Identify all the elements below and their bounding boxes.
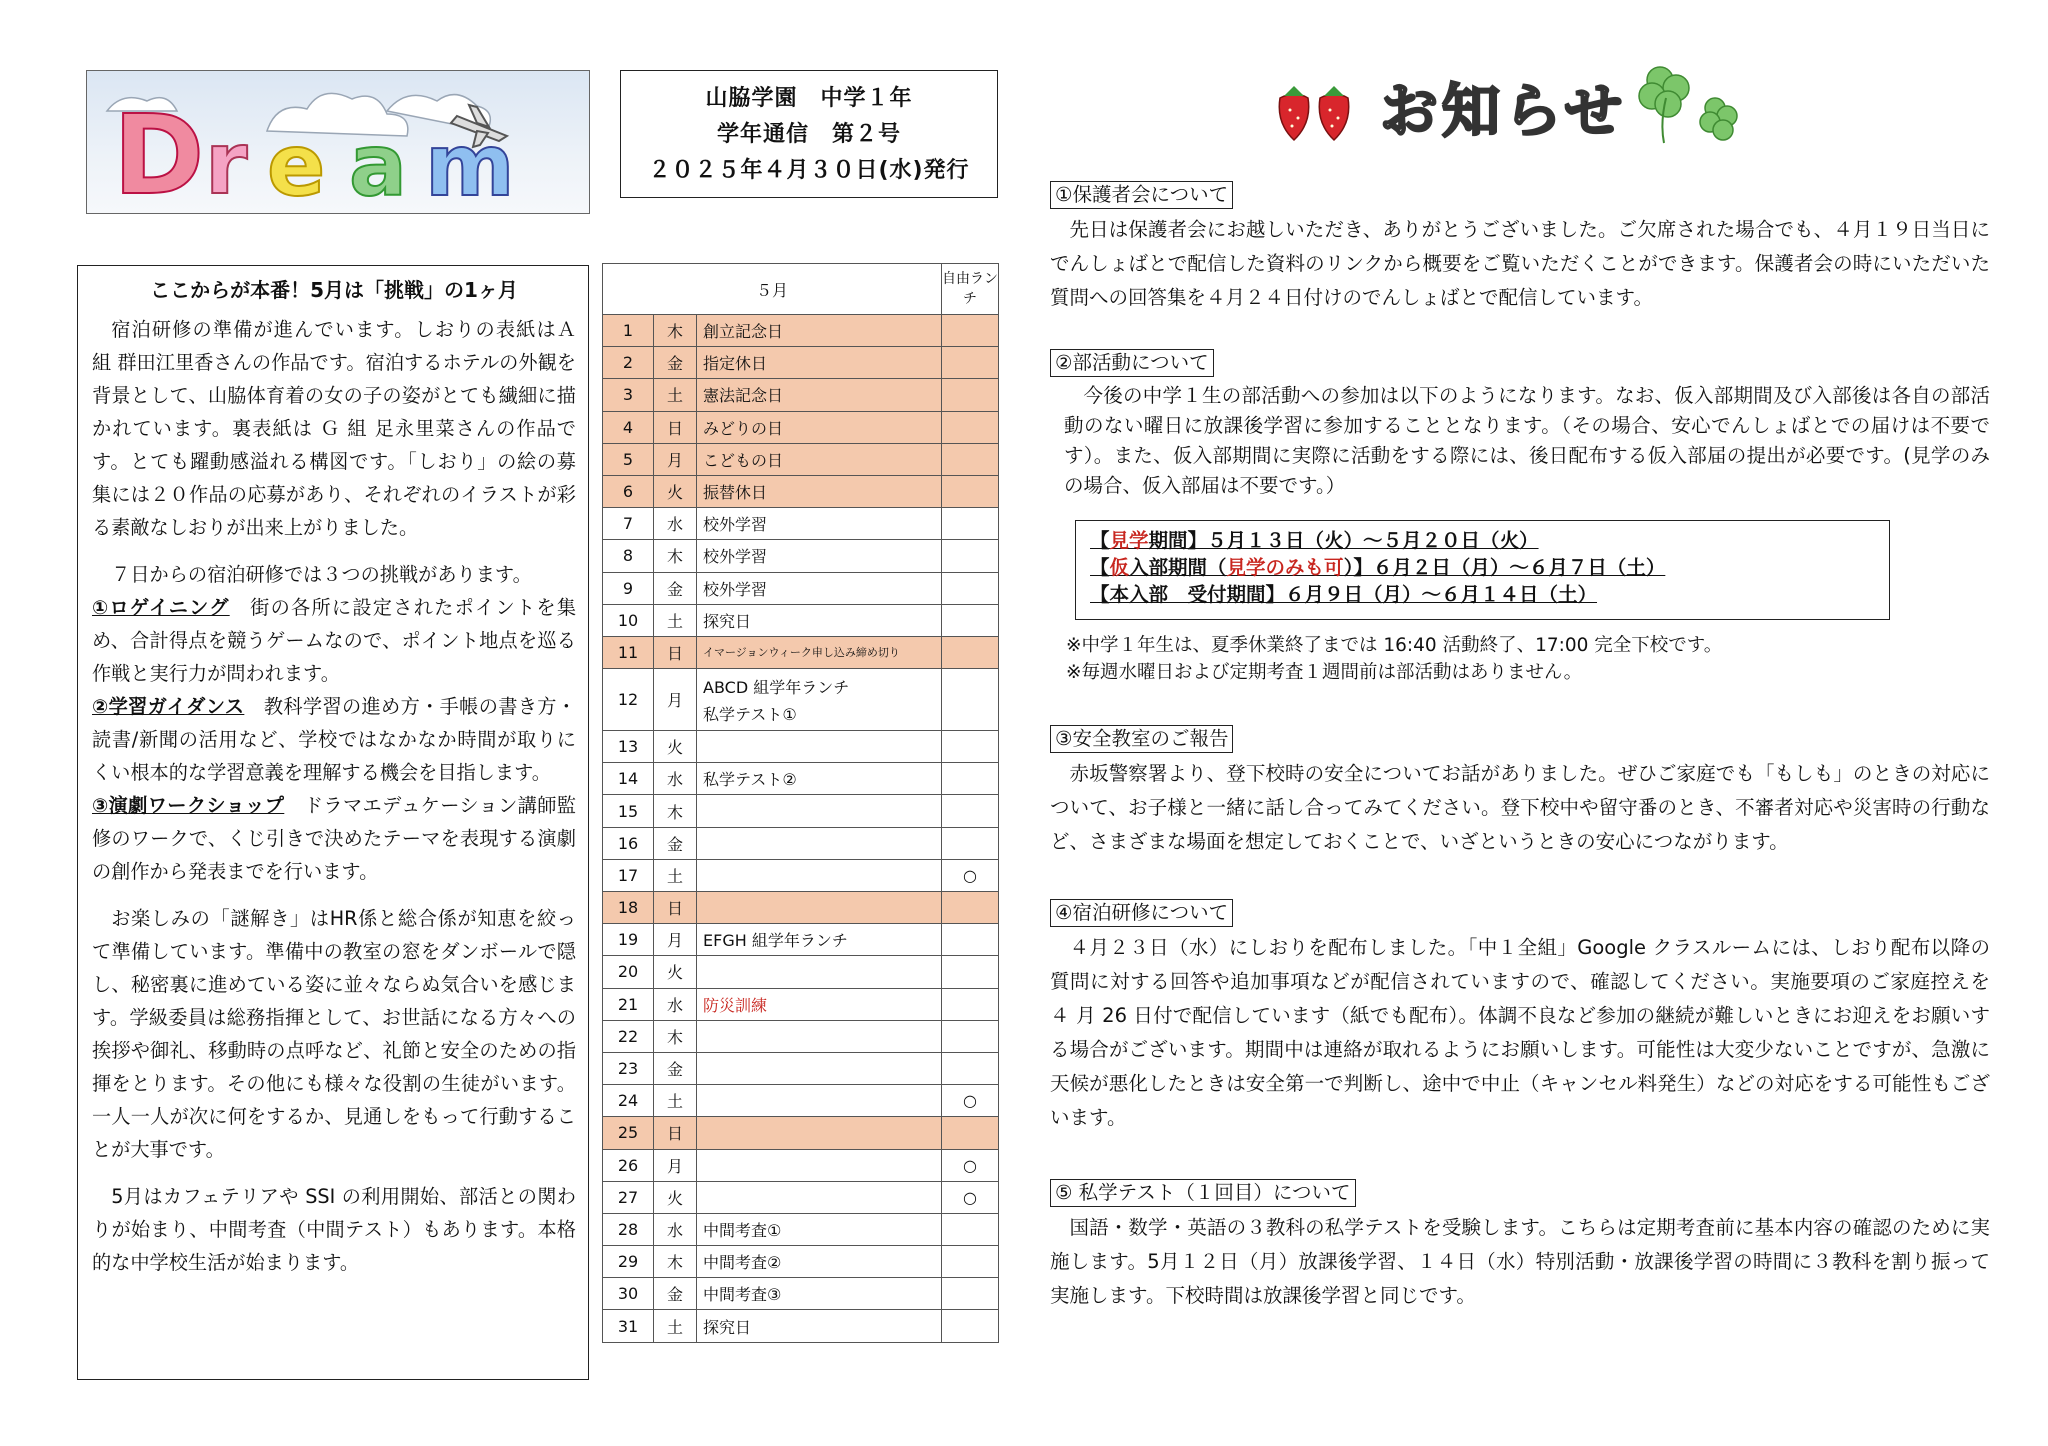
- free-lunch-mark: [942, 1117, 999, 1149]
- calendar-row: [603, 763, 999, 795]
- challenge-item: [92, 789, 576, 888]
- school-grade: 山脇学園 中学１年: [705, 86, 913, 111]
- weekday: 水: [654, 1213, 697, 1245]
- free-lunch-mark: [942, 1213, 999, 1245]
- free-lunch-mark: [942, 731, 999, 763]
- weekday: 水: [654, 763, 697, 795]
- event-text: ABCD 組学年ランチ: [703, 677, 850, 697]
- day-number: 2: [603, 347, 654, 379]
- event-cell: [697, 827, 942, 859]
- event-text: みどりの日: [703, 418, 784, 438]
- event-cell: [697, 924, 942, 956]
- weekday: 火: [654, 731, 697, 763]
- calendar-row: [603, 379, 999, 411]
- section-body: 赤坂警察署より、登下校時の安全についてお話がありました。ぜひご家庭でも「もしも」のときの対応について、お子様と一緒に話し合ってみてください。登下校中や留守番のとき、不審者対応や災害時の行動など、さまざまな場面を想定しておくことで、いざというときの安心につながります。: [1050, 762, 1990, 853]
- event-text: 校外学習: [703, 515, 768, 535]
- clover-icon: [1630, 58, 1750, 148]
- calendar-row: [603, 1020, 999, 1052]
- svg-text:r: r: [205, 114, 248, 214]
- section-body: 今後の中学１生の部活動への参加は以下のようになります。なお、仮入部期間及び入部後は各自の部活動のない曜日に放課後学習に参加することとなります。（その場合、安心でんしょばとでの届けは不要です）。また、仮入部期間に実際に活動をする際には、後日配布する仮入部届の提出が必要です。(見学のみの場合、仮入部届は不要です。）: [1064, 384, 1990, 497]
- challenge-text: ドラマエデュケーション講師監修のワークで、くじ引きで決めたテーマを表現する演劇の創作から発表までを行います。: [92, 794, 576, 883]
- event-cell: [697, 1213, 942, 1245]
- calendar-row: [603, 443, 999, 475]
- weekday: 火: [654, 956, 697, 988]
- article-paragraph: お楽しみの「謎解き」はHR係と総合係が知恵を絞って準備しています。準備中の教室の窓をダンボールで隠し、秘密裏に進めている姿に並々ならぬ気合いを感じます。学級委員は総務指揮として、お世話になる方々への挨拶や御礼、移動時の点呼など、礼節と安全のための指揮をとります。その他にも様々な役割の生徒がいます。一人一人が次に何をするか、見通しをもって行動することが大事です。: [92, 907, 576, 1161]
- challenge-text: 教科学習の進め方・手帳の書き方・読書/新聞の活用など、学校ではなかなか時間が取りにくい根本的な学習意義を理解する機会を目指します。: [92, 695, 576, 784]
- calendar-row: [603, 540, 999, 572]
- event-cell: [697, 540, 942, 572]
- weekday: 土: [654, 859, 697, 891]
- event-cell: [697, 1052, 942, 1084]
- section-title: ②部活動について: [1050, 349, 1214, 377]
- weekday: 日: [654, 411, 697, 443]
- notice-section: [1050, 896, 1990, 1135]
- event-text: 校外学習: [703, 547, 768, 567]
- notice-section: [1050, 722, 1990, 859]
- free-lunch-mark: [942, 669, 999, 731]
- article-paragraph: 宿泊研修の準備が進んでいます。しおりの表紙はＡ 組 群田江里香さんの作品です。宿泊するホテルの外観を背景として、山脇体育着の女の子の姿がとても繊細に描かれています。裏表紙は Ｇ 組 足永里菜さんの作品です。とても躍動感溢れる構図です。「しおり」の絵の募集には２０作品の応募があり、それぞれのイラストが彩る素敵なしおりが出来上がりました。: [92, 318, 576, 539]
- event-cell: [697, 379, 942, 411]
- weekday: 土: [654, 604, 697, 636]
- day-number: 16: [603, 827, 654, 859]
- day-number: 29: [603, 1246, 654, 1278]
- day-number: 31: [603, 1310, 654, 1342]
- calendar-row: [603, 731, 999, 763]
- free-lunch-mark: ○: [942, 859, 999, 891]
- day-number: 13: [603, 731, 654, 763]
- event-cell: [697, 572, 942, 604]
- day-number: 10: [603, 604, 654, 636]
- event-cell: [697, 315, 942, 347]
- free-lunch-mark: [942, 379, 999, 411]
- free-lunch-mark: [942, 827, 999, 859]
- free-lunch-mark: [942, 572, 999, 604]
- free-lunch-mark: [942, 1052, 999, 1084]
- calendar-row: [603, 1085, 999, 1117]
- weekday: 金: [654, 572, 697, 604]
- day-number: 25: [603, 1117, 654, 1149]
- event-cell: [697, 859, 942, 891]
- event-cell: [697, 1149, 942, 1181]
- weekday: 木: [654, 315, 697, 347]
- day-number: 11: [603, 636, 654, 668]
- calendar-row: [603, 508, 999, 540]
- section-body: 先日は保護者会にお越しいただき、ありがとうございました。ご欠席された場合でも、４月１９日当日にでんしょばとで配信した資料のリンクから概要をご覧いただくことができます。保護者会の時にいただいた質問への回答集を４月２４日付けのでんしょばとで配信しています。: [1050, 218, 1990, 309]
- calendar-row: [603, 475, 999, 507]
- calendar-row: [603, 795, 999, 827]
- challenge-text: 街の各所に設定されたポイントを集め、合計得点を競うゲームなので、ポイント地点を巡る作戦と実行力が問われます。: [92, 596, 577, 685]
- section-title: ⑤ 私学テスト（１回目）について: [1050, 1179, 1356, 1207]
- day-number: 15: [603, 795, 654, 827]
- day-number: 20: [603, 956, 654, 988]
- day-number: 22: [603, 1020, 654, 1052]
- free-lunch-mark: [942, 1020, 999, 1052]
- strawberry-icon: [1270, 68, 1370, 148]
- challenge-label: ②学習ガイダンス: [92, 695, 245, 718]
- event-cell: [697, 1246, 942, 1278]
- calendar-row: [603, 1181, 999, 1213]
- event-text: こどもの日: [703, 450, 784, 470]
- svg-text:D: D: [113, 91, 205, 215]
- calendar-row: [603, 988, 999, 1020]
- event-cell: [697, 988, 942, 1020]
- day-number: 18: [603, 892, 654, 924]
- event-text: イマージョンウィーク申し込み締め切り: [703, 646, 900, 660]
- article-heading: ここからが本番！5月は「挑戦」の1ヶ月: [150, 278, 518, 302]
- section-title: ③安全教室のご報告: [1050, 725, 1233, 753]
- free-lunch-mark: [942, 988, 999, 1020]
- weekday: 日: [654, 636, 697, 668]
- day-number: 21: [603, 988, 654, 1020]
- calendar-row: [603, 956, 999, 988]
- event-cell: [697, 443, 942, 475]
- event-text: 探究日: [703, 611, 752, 631]
- event-cell: [697, 795, 942, 827]
- club-schedule-box: [1075, 520, 1890, 620]
- event-text: 創立記念日: [703, 322, 784, 342]
- article-paragraph: 5月はカフェテリアや SSI の利用開始、部活との関わりが始まり、中間考査（中間テスト）もあります。本格的な中学校生活が始まります。: [92, 1185, 576, 1274]
- calendar-row: [603, 604, 999, 636]
- calendar-row: [603, 1149, 999, 1181]
- day-number: 9: [603, 572, 654, 604]
- event-cell: [697, 508, 942, 540]
- section-body: 国語・数学・英語の３教科の私学テストを受験します。こちらは定期考査前に基本内容の確認のために実施します。5月１２日（月）放課後学習、１４日（水）特別活動・放課後学習の時間に３教科を割り振って実施します。下校時間は放課後学習と同じです。: [1050, 1216, 1990, 1307]
- event-text: 私学テスト①: [703, 704, 797, 724]
- free-lunch-mark: [942, 411, 999, 443]
- notice-section: [1050, 1176, 1990, 1313]
- event-cell: [697, 475, 942, 507]
- free-lunch-mark: ○: [942, 1085, 999, 1117]
- event-cell: [697, 731, 942, 763]
- weekday: 木: [654, 540, 697, 572]
- free-lunch-mark: [942, 604, 999, 636]
- weekday: 金: [654, 827, 697, 859]
- free-lunch-mark: ○: [942, 1149, 999, 1181]
- day-number: 1: [603, 315, 654, 347]
- free-lunch-header: 自由ランチ: [942, 264, 999, 315]
- event-text: 指定休日: [703, 354, 768, 374]
- day-number: 17: [603, 859, 654, 891]
- weekday: 月: [654, 443, 697, 475]
- calendar-row: [603, 859, 999, 891]
- day-number: 19: [603, 924, 654, 956]
- svg-text:m: m: [425, 116, 515, 215]
- calendar-row: [603, 1117, 999, 1149]
- notices-title: [1270, 58, 1770, 148]
- weekday: 月: [654, 1149, 697, 1181]
- weekday: 水: [654, 988, 697, 1020]
- free-lunch-mark: [942, 508, 999, 540]
- day-number: 24: [603, 1085, 654, 1117]
- calendar-row: [603, 1278, 999, 1310]
- free-lunch-mark: [942, 924, 999, 956]
- day-number: 27: [603, 1181, 654, 1213]
- event-cell: [697, 956, 942, 988]
- calendar-row: [603, 572, 999, 604]
- event-text: 私学テスト②: [703, 770, 797, 790]
- event-cell: [697, 669, 942, 731]
- weekday: 木: [654, 1246, 697, 1278]
- calendar-row: [603, 315, 999, 347]
- calendar-row: [603, 636, 999, 668]
- event-cell: [697, 1117, 942, 1149]
- event-text: 憲法記念日: [703, 386, 784, 406]
- calendar-row: [603, 827, 999, 859]
- free-lunch-mark: [942, 347, 999, 379]
- may-calendar: [602, 263, 999, 1343]
- weekday: 火: [654, 475, 697, 507]
- weekday: 土: [654, 379, 697, 411]
- day-number: 4: [603, 411, 654, 443]
- event-cell: [697, 1085, 942, 1117]
- section-title: ④宿泊研修について: [1050, 899, 1233, 927]
- free-lunch-mark: [942, 763, 999, 795]
- weekday: 日: [654, 892, 697, 924]
- free-lunch-mark: [942, 1310, 999, 1342]
- weekday: 水: [654, 508, 697, 540]
- event-text: 振替休日: [703, 483, 768, 503]
- dream-logo: [86, 70, 590, 214]
- logo-text: Dream: [87, 71, 91, 72]
- day-number: 30: [603, 1278, 654, 1310]
- challenge-label: ①ロゲイニング: [92, 596, 230, 619]
- issue-date: ２０２５年４月３０日(水)発行: [648, 158, 970, 183]
- free-lunch-mark: [942, 443, 999, 475]
- free-lunch-mark: [942, 795, 999, 827]
- issue-number: 学年通信 第２号: [716, 122, 901, 147]
- calendar-row: [603, 1213, 999, 1245]
- calendar-row: [603, 347, 999, 379]
- event-cell: [697, 411, 942, 443]
- challenge-label: ③演劇ワークショップ: [92, 794, 285, 817]
- event-cell: [697, 892, 942, 924]
- day-number: 8: [603, 540, 654, 572]
- main-article: [77, 265, 589, 1380]
- free-lunch-mark: ○: [942, 1181, 999, 1213]
- weekday: 土: [654, 1310, 697, 1342]
- note-line: ※中学１年生は、夏季休業終了までは 16:40 活動終了、17:00 完全下校です。: [1066, 635, 1723, 656]
- schedule-line: 【仮入部期間（見学のみも可）】６月２日（月）～６月７日（土）: [1090, 556, 1666, 579]
- schedule-line: 【本入部 受付期間】６月９日（月）～６月１４日（土）: [1090, 583, 1598, 606]
- free-lunch-mark: [942, 475, 999, 507]
- calendar-row: [603, 1246, 999, 1278]
- calendar-row: [603, 669, 999, 731]
- issue-header: [620, 70, 998, 198]
- weekday: 土: [654, 1085, 697, 1117]
- event-cell: [697, 1181, 942, 1213]
- event-cell: [697, 636, 942, 668]
- svg-text:a: a: [349, 116, 408, 215]
- event-text: 中間考査③: [703, 1285, 782, 1305]
- calendar-row: [603, 1310, 999, 1342]
- day-number: 7: [603, 508, 654, 540]
- free-lunch-mark: [942, 956, 999, 988]
- free-lunch-mark: [942, 315, 999, 347]
- event-cell: [697, 1278, 942, 1310]
- event-text: 中間考査②: [703, 1253, 782, 1273]
- weekday: 火: [654, 1181, 697, 1213]
- title-text: お知らせ: [1380, 77, 1627, 145]
- day-number: 6: [603, 475, 654, 507]
- event-text: EFGH 組学年ランチ: [703, 931, 848, 951]
- day-number: 12: [603, 669, 654, 731]
- note-line: ※毎週水曜日および定期考査１週間前は部活動はありません。: [1066, 662, 1583, 683]
- calendar-row: [603, 1052, 999, 1084]
- challenge-item: [92, 591, 576, 690]
- weekday: 日: [654, 1117, 697, 1149]
- day-number: 23: [603, 1052, 654, 1084]
- free-lunch-mark: [942, 636, 999, 668]
- weekday: 月: [654, 669, 697, 731]
- day-number: 5: [603, 443, 654, 475]
- notice-section: [1050, 178, 1990, 315]
- event-text: 校外学習: [703, 579, 768, 599]
- weekday: 金: [654, 1278, 697, 1310]
- challenge-item: [92, 690, 576, 789]
- event-text: 探究日: [703, 1317, 752, 1337]
- day-number: 28: [603, 1213, 654, 1245]
- event-text: 防災訓練: [703, 995, 768, 1015]
- weekday: 月: [654, 924, 697, 956]
- section-body: ４月２３日（水）にしおりを配布しました。「中１全組」Google クラスルームには、しおり配布以降の質問に対する回答や追加事項などが配信されていますので、確認してください。実施要項のご家庭控えを ４ 月 26 日付で配信しています（紙でも配布）。体調不良など参加の継続が難しいときにお迎えをお願いする場合がございます。期間中は連絡が取れるようにお願いします。可能性は大変少ないことですが、急激に天候が悪化したときは安全第一で判断し、途中で中止（キャンセル料発生）などの対応をする可能性もございます。: [1050, 936, 1990, 1129]
- day-number: 3: [603, 379, 654, 411]
- free-lunch-mark: [942, 1246, 999, 1278]
- free-lunch-mark: [942, 540, 999, 572]
- weekday: 金: [654, 1052, 697, 1084]
- article-paragraph: ７日からの宿泊研修では３つの挑戦があります。: [111, 563, 532, 586]
- notice-section: [1050, 346, 1990, 501]
- section-title: ①保護者会について: [1050, 181, 1233, 209]
- calendar-row: [603, 924, 999, 956]
- free-lunch-mark: [942, 892, 999, 924]
- event-cell: [697, 604, 942, 636]
- calendar-month: ５月: [603, 264, 942, 315]
- event-cell: [697, 1310, 942, 1342]
- club-notes: [1050, 632, 1990, 686]
- day-number: 26: [603, 1149, 654, 1181]
- calendar-row: [603, 892, 999, 924]
- calendar-row: [603, 411, 999, 443]
- svg-text:e: e: [267, 116, 326, 215]
- event-cell: [697, 763, 942, 795]
- free-lunch-mark: [942, 1278, 999, 1310]
- event-cell: [697, 1020, 942, 1052]
- event-text: 中間考査①: [703, 1220, 782, 1240]
- event-cell: [697, 347, 942, 379]
- weekday: 木: [654, 795, 697, 827]
- weekday: 金: [654, 347, 697, 379]
- day-number: 14: [603, 763, 654, 795]
- schedule-line: 【見学期間】５月１３日（火）～５月２０日（火）: [1090, 529, 1539, 552]
- weekday: 木: [654, 1020, 697, 1052]
